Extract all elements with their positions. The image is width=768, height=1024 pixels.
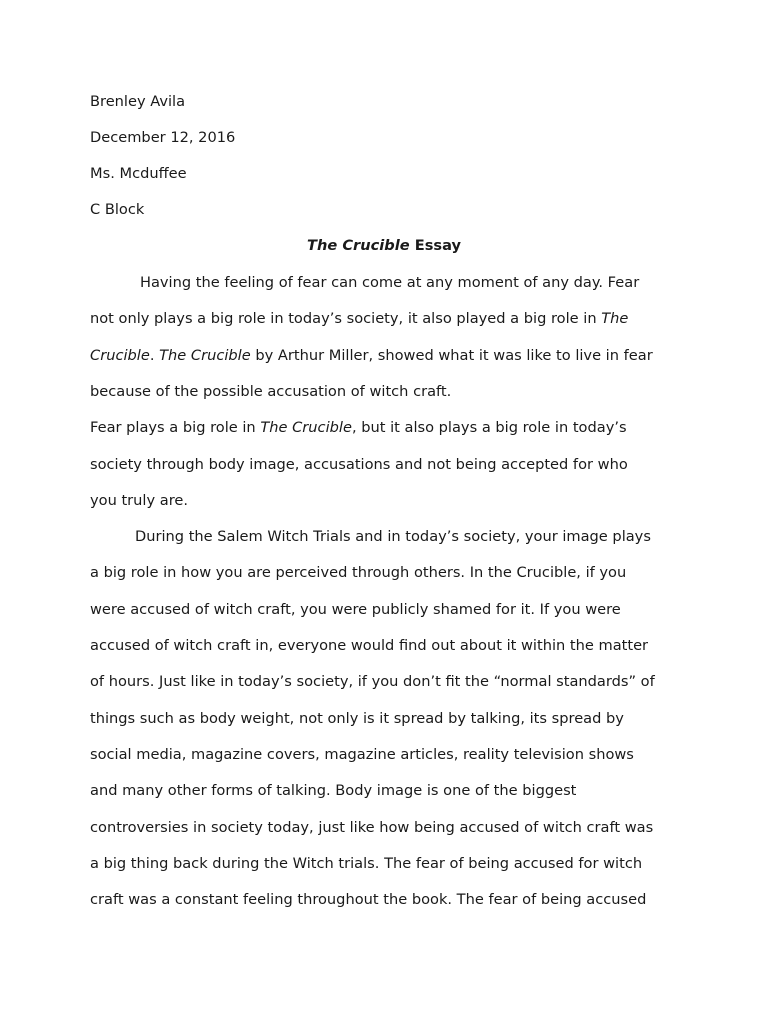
essay-title-rest: Essay — [409, 237, 461, 254]
body-line — [90, 309, 628, 329]
body-text-segment: Having the feeling of fear can come at any moment of any day. Fear — [140, 274, 640, 291]
italic-title-ref: The Crucible — [159, 347, 251, 364]
body-line — [90, 672, 655, 692]
body-line — [90, 418, 627, 438]
body-line — [90, 346, 653, 366]
body-text-segment: . — [149, 347, 160, 364]
body-line — [140, 273, 639, 293]
body-text-segment: social media, magazine covers, magazine articles, reality television shows — [90, 746, 634, 763]
body-text-segment: were accused of witch craft, you were publicly shamed for it. If you were — [90, 601, 621, 618]
essay-title — [0, 236, 768, 256]
body-line — [90, 854, 642, 874]
body-text-segment: things such as body weight, not only is it spread by talking, its spread by — [90, 710, 624, 727]
italic-title-ref: Crucible — [90, 347, 150, 364]
author-name: Brenley Avila — [90, 93, 186, 110]
essay-title-italic: The Crucible — [307, 237, 410, 254]
body-text-segment: not only plays a big role in today’s society, it also played a big role in — [90, 310, 602, 327]
body-text-segment: craft was a constant feeling throughout the book. The fear of being accused — [90, 891, 647, 908]
body-line — [90, 455, 628, 475]
body-text-segment: of hours. Just like in today’s society, if you don’t fit the “normal standards” of — [90, 673, 655, 690]
body-text-segment: society through body image, accusations and not being accepted for who — [90, 456, 628, 473]
body-line — [90, 709, 624, 729]
body-text-segment: because of the possible accusation of witch craft. — [90, 383, 452, 400]
essay-date: December 12, 2016 — [90, 129, 236, 146]
class-block: C Block — [90, 201, 145, 218]
body-text-segment: a big role in how you are perceived through others. In the Crucible, if you — [90, 564, 627, 581]
body-line — [90, 491, 188, 511]
body-text-segment: accused of witch craft in, everyone would find out about it within the matter — [90, 637, 649, 654]
body-line — [90, 382, 451, 402]
body-line — [90, 600, 621, 620]
body-line — [90, 745, 634, 765]
body-text-segment: , but it also plays a big role in today’s — [351, 419, 627, 436]
body-line — [90, 818, 653, 838]
body-text-segment: by Arthur Miller, showed what it was like to live in fear — [250, 347, 653, 364]
body-text-segment: controversies in society today, just like how being accused of witch craft was — [90, 819, 654, 836]
body-line — [135, 527, 651, 547]
body-text-segment: During the Salem Witch Trials and in today’s society, your image plays — [135, 528, 651, 545]
body-line — [90, 563, 626, 583]
teacher-name: Ms. Mcduffee — [90, 165, 187, 182]
body-line — [90, 636, 648, 656]
italic-title-ref: The Crucible — [260, 419, 352, 436]
body-line — [90, 890, 646, 910]
body-text-segment: a big thing back during the Witch trials. The fear of being accused for witch — [90, 855, 643, 872]
body-text-segment: and many other forms of talking. Body image is one of the biggest — [90, 782, 577, 799]
body-text-segment: Fear plays a big role in — [90, 419, 261, 436]
italic-title-ref: The — [601, 310, 629, 327]
body-line — [90, 781, 576, 801]
body-text-segment: you truly are. — [90, 492, 188, 509]
